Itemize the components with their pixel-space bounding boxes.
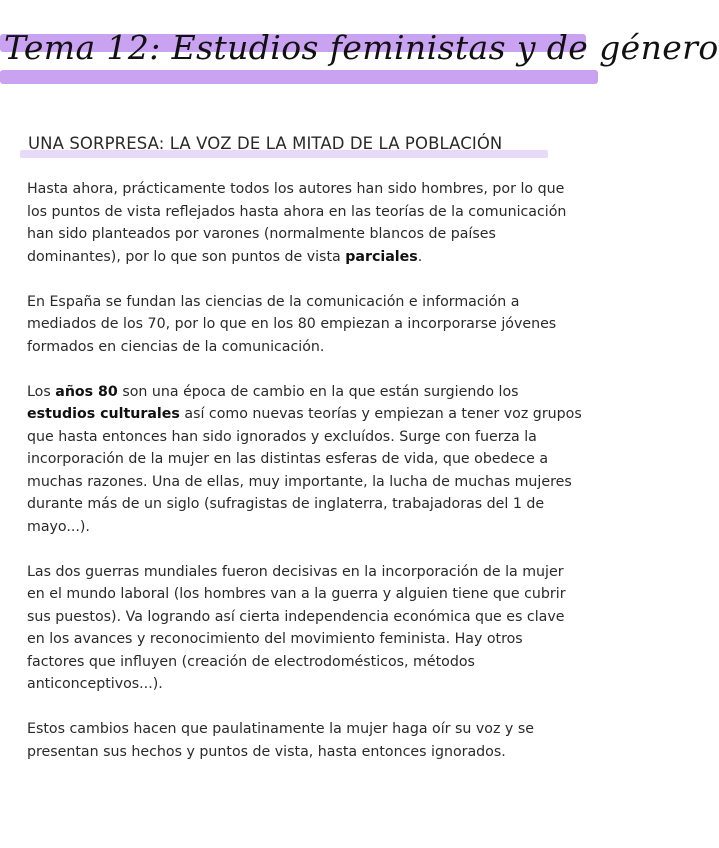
paragraph-5: Estos cambios hacen que paulatinamente la mujer haga oír su voz y se presentan sus hechos y puntos de vista, hasta entonces ignorados.	[27, 721, 534, 760]
paragraph-3	[27, 381, 582, 539]
body-text	[27, 178, 582, 786]
paragraph-1	[27, 178, 582, 268]
paragraph-4: Las dos guerras mundiales fueron decisivas en la incorporación de la mujer en el mundo laboral (los hombres van a la guerra y alguien tiene que cubrir sus puestos). Va logrando así cierta independencia económica que es clave en los avances y reconocimiento del movimiento feminista. Hay otros factores que influyen (creación de electrodomésticos, métodos anticonceptivos...).	[27, 563, 566, 692]
title-highlight-bottom	[0, 70, 598, 84]
page-title: Tema 12: Estudios feministas y de género	[4, 28, 719, 67]
paragraph-3-text-a: Los	[27, 383, 56, 400]
paragraph-3-text-c: así como nuevas teorías y empiezan a tener voz grupos que hasta entonces han sido ignorados y excluídos. Surge con fuerza la incorporación de la mujer en las distintas esferas de vida, que obedece a muchas razones. Una de ellas, muy importante, la lucha de muchas mujeres durante más de un siglo (sufragistas de inglaterra, trabajadoras del 1 de mayo...).	[27, 406, 582, 535]
paragraph-1-end: .	[417, 248, 423, 265]
paragraph-2: En España se fundan las ciencias de la comunicación e información a mediados de los 70, por lo que en los 80 empiezan a incorporarse jóvenes formados en ciencias de la comunicación.	[27, 293, 557, 355]
section-heading: UNA SORPRESA: LA VOZ DE LA MITAD DE LA POBLACIÓN	[28, 134, 503, 153]
title-block	[0, 24, 719, 94]
paragraph-1-text: Hasta ahora, prácticamente todos los autores han sido hombres, por lo que los puntos de vista reflejados hasta ahora en las teorías de la comunicación han sido planteados por varones (normalmente blancos de países dominantes), por lo que son puntos de vista	[27, 181, 567, 265]
paragraph-1-bold: parciales	[345, 248, 418, 265]
paragraph-3-bold-b: estudios culturales	[27, 406, 180, 422]
paragraph-3-text-b: son una época de cambio en la que están surgiendo los	[117, 383, 519, 400]
paragraph-3-bold-a: años 80	[55, 383, 118, 400]
